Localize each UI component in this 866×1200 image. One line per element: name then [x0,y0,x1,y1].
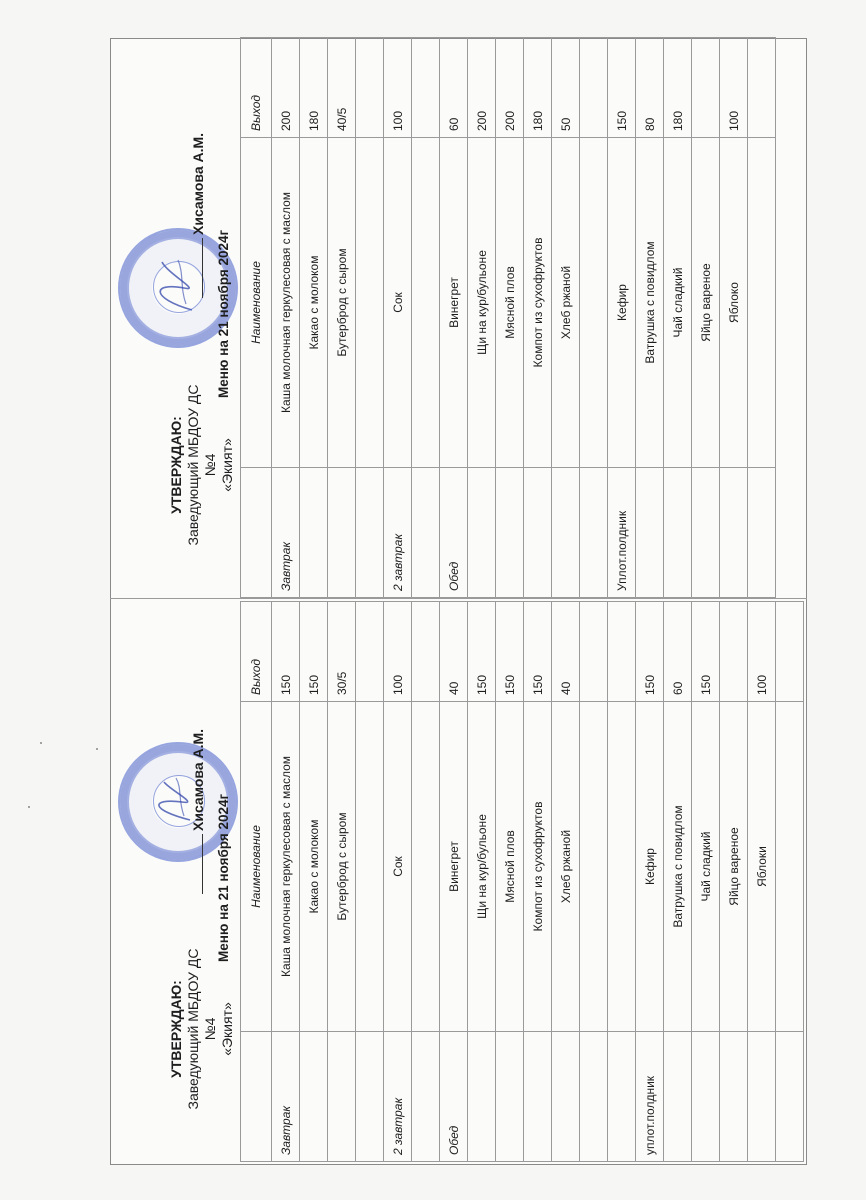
dish-cell: Кефир [608,138,636,468]
table-row [412,38,440,598]
output-cell: 80 [636,38,664,138]
meal-cell [356,1032,384,1162]
output-cell [776,602,804,702]
output-cell: 150 [608,38,636,138]
table-row [664,602,692,1162]
table-row [328,602,356,1162]
dish-cell [356,138,384,468]
table-row [272,602,300,1162]
output-cell: 180 [664,38,692,138]
menu-table [240,37,776,598]
dish-cell: Кефир [636,702,664,1032]
table-row [468,38,496,598]
table-row [300,38,328,598]
meal-cell [580,468,608,598]
approve-title: УТВЕРЖДАЮ: [168,416,184,514]
output-cell [412,602,440,702]
dish-cell: Щи на кур/бульоне [468,702,496,1032]
approve-position: Заведующий МБДОУ ДС №4 [185,384,218,546]
header-name: Наименование [241,138,272,468]
table-row [356,38,384,598]
output-cell: 30/5 [328,602,356,702]
dish-cell: Винегрет [440,702,468,1032]
output-cell [412,38,440,138]
dish-cell: Бутерброд с сыром [328,138,356,468]
meal-cell [636,468,664,598]
table-row [748,38,776,598]
table-row [412,602,440,1162]
meal-cell [524,1032,552,1162]
meal-cell [776,1032,804,1162]
menu-half-right [112,38,807,598]
output-cell [356,38,384,138]
table-row [300,602,328,1162]
table-row [384,38,412,598]
output-cell: 40 [440,602,468,702]
output-cell: 150 [468,602,496,702]
table-row [608,38,636,598]
dish-cell: Мясной плов [496,138,524,468]
dish-cell: Яблоко [720,138,748,468]
dish-cell: Винегрет [440,138,468,468]
table-row [580,602,608,1162]
dish-cell [356,702,384,1032]
dish-cell [412,702,440,1032]
signature-line [202,238,203,298]
output-cell: 180 [524,38,552,138]
menu-header [112,38,240,598]
meal-cell [580,1032,608,1162]
dish-cell: Щи на кур/бульоне [468,138,496,468]
table-row [440,602,468,1162]
meal-cell [468,468,496,598]
table-row [692,38,720,598]
scan-speck [40,742,42,744]
table-row [384,602,412,1162]
output-cell [580,38,608,138]
output-cell: 100 [384,38,412,138]
table-row [664,38,692,598]
meal-cell [300,1032,328,1162]
meal-cell [412,1032,440,1162]
approve-org: «Экият» [219,438,235,492]
approve-org: «Экият» [219,1002,235,1056]
dish-cell: Чай сладкий [664,138,692,468]
menu-date: Меню на 21 ноября 2024г [216,229,231,398]
meal-cell [608,1032,636,1162]
dish-cell: Сок [384,702,412,1032]
signature-line [202,834,203,894]
meal-cell: 2 завтрак [384,1032,412,1162]
dish-cell: Каша молочная геркулесовая с маслом [272,138,300,468]
meal-cell: Уплот.полдник [608,468,636,598]
dish-cell: Мясной плов [496,702,524,1032]
output-cell: 40/5 [328,38,356,138]
dish-cell: Бутерброд с сыром [328,702,356,1032]
header-output: Выход [241,38,272,138]
approval-block [168,380,236,550]
table-row [356,602,384,1162]
meal-cell [496,468,524,598]
table-row [776,602,804,1162]
output-cell [580,602,608,702]
dish-cell [776,702,804,1032]
dish-cell: Каша молочная геркулесовая с маслом [272,702,300,1032]
table-row [468,602,496,1162]
meal-cell [748,1032,776,1162]
output-cell: 100 [384,602,412,702]
table-row [328,38,356,598]
output-cell: 180 [300,38,328,138]
dish-cell: Компот из сухофруктов [524,702,552,1032]
meal-cell [412,468,440,598]
table-row [552,38,580,598]
scan-speck [96,748,98,750]
output-cell [748,38,776,138]
dish-cell: Компот из сухофруктов [524,138,552,468]
meal-cell [552,468,580,598]
table-row [524,602,552,1162]
output-cell [356,602,384,702]
output-cell: 150 [524,602,552,702]
menu-header [112,602,240,1162]
dish-cell: Яйцо вареное [720,702,748,1032]
menu-half-left [112,602,807,1162]
table-row [608,602,636,1162]
table-row [720,38,748,598]
table-row [580,38,608,598]
dish-cell: Хлеб ржаной [552,138,580,468]
output-cell: 150 [300,602,328,702]
table-row [496,602,524,1162]
meal-cell [748,468,776,598]
output-cell: 100 [748,602,776,702]
meal-cell [692,468,720,598]
dish-cell: Яйцо вареное [692,138,720,468]
table-row [636,602,664,1162]
table-row [440,38,468,598]
menu-date: Меню на 21 ноября 2024г [216,793,231,962]
table-row [524,38,552,598]
meal-cell: 2 завтрак [384,468,412,598]
output-cell [692,38,720,138]
dish-cell: Чай сладкий [692,702,720,1032]
table-row [692,602,720,1162]
meal-cell [720,468,748,598]
meal-cell [356,468,384,598]
table-row [748,602,776,1162]
dish-cell: Яблоки [748,702,776,1032]
meal-cell [692,1032,720,1162]
output-cell: 100 [720,38,748,138]
meal-cell: Обед [440,468,468,598]
output-cell: 150 [496,602,524,702]
table-row [552,602,580,1162]
meal-cell: Обед [440,1032,468,1162]
table-row [720,602,748,1162]
dish-cell [412,138,440,468]
output-cell: 60 [440,38,468,138]
dish-cell: Хлеб ржаной [552,702,580,1032]
dish-cell [748,138,776,468]
header-name: Наименование [241,702,272,1032]
approve-title: УТВЕРЖДАЮ: [168,980,184,1078]
table-row [272,38,300,598]
meal-cell [664,1032,692,1162]
meal-cell [720,1032,748,1162]
menu-table [240,601,804,1162]
output-cell: 150 [636,602,664,702]
scan-speck [28,806,30,808]
dish-cell: Какао с молоком [300,702,328,1032]
output-cell: 50 [552,38,580,138]
dish-cell [580,702,608,1032]
output-cell: 150 [692,602,720,702]
signer-name-text: Хисамова А.М. [190,132,206,235]
meal-cell [496,1032,524,1162]
output-cell [608,602,636,702]
dish-cell: Ватрушка с повидлом [636,138,664,468]
meal-cell [664,468,692,598]
output-cell: 40 [552,602,580,702]
meal-cell [468,1032,496,1162]
table-header-row [241,38,272,598]
table-row [496,38,524,598]
output-cell [720,602,748,702]
header-output: Выход [241,602,272,702]
header-meal [241,468,272,598]
approve-position: Заведующий МБДОУ ДС №4 [185,948,218,1110]
output-cell: 60 [664,602,692,702]
output-cell: 200 [496,38,524,138]
meal-cell [552,1032,580,1162]
meal-cell: Завтрак [272,1032,300,1162]
signer-name [190,133,206,298]
signer-name [190,729,206,894]
meal-cell [328,468,356,598]
meal-cell: уплот.полдник [636,1032,664,1162]
page-divider [110,598,807,599]
output-cell: 200 [468,38,496,138]
meal-cell: Завтрак [272,468,300,598]
signer-name-text: Хисамова А.М. [190,728,206,831]
output-cell: 200 [272,38,300,138]
meal-cell [524,468,552,598]
dish-cell: Сок [384,138,412,468]
dish-cell [580,138,608,468]
output-cell: 150 [272,602,300,702]
meal-cell [300,468,328,598]
approval-block [168,944,236,1114]
meal-cell [328,1032,356,1162]
table-row [636,38,664,598]
header-meal [241,1032,272,1162]
dish-cell [608,702,636,1032]
dish-cell: Ватрушка с повидлом [664,702,692,1032]
table-header-row [241,602,272,1162]
dish-cell: Какао с молоком [300,138,328,468]
